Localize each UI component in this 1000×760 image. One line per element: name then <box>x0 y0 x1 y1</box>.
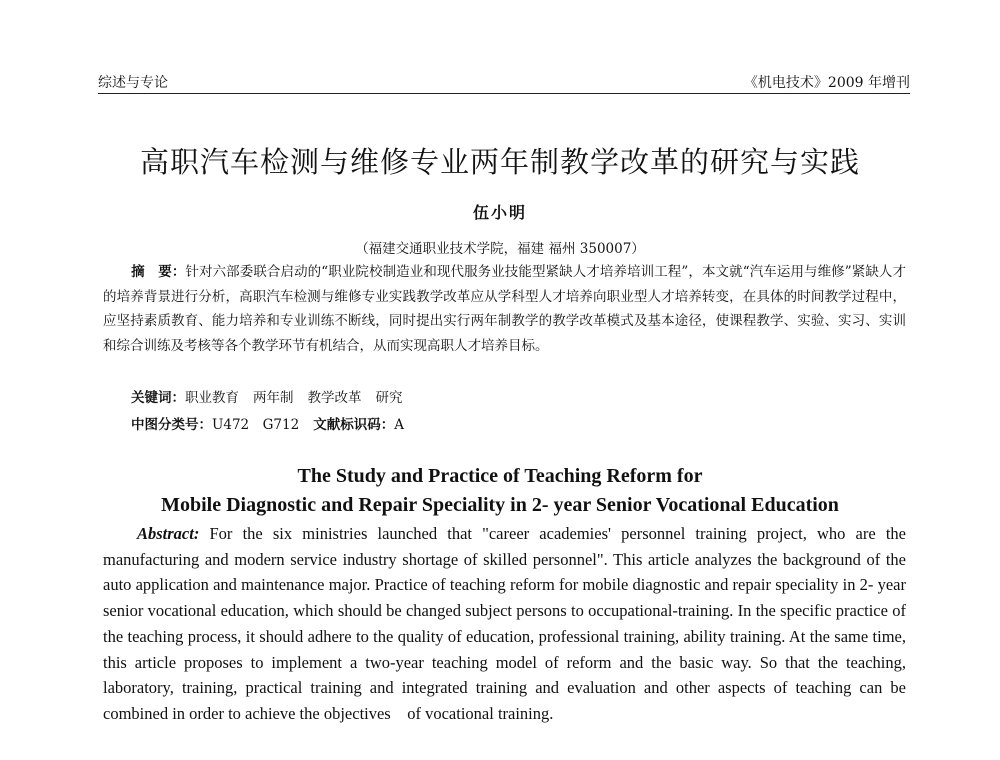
chinese-abstract <box>103 260 906 358</box>
chinese-abstract-text: 针对六部委联合启动的“职业院校制造业和现代服务业技能型紧缺人才培养培训工程”，本文就“汽车运用与维修”紧缺人才的培养背景进行分析，高职汽车检测与维修专业实践教学改革应从学科型人才培养向职业型人才培养转变，在具体的时间教学过程中，应坚持素质教育、能力培养和专业训练不断线，同时提出实行两年制教学的教学改革模式及基本途径，使课程教学、实验、实习、实训和综合训练及考核等各个教学环节有机结合，从而实现高职人才培养目标。 <box>103 264 907 354</box>
doc-code-value: A <box>394 417 404 433</box>
keyword: 职业教育 <box>185 390 239 406</box>
clc-label: 中图分类号： <box>131 417 212 433</box>
english-abstract-label: Abstract: <box>137 524 200 543</box>
keyword: 研究 <box>375 390 403 406</box>
running-header <box>98 68 910 94</box>
english-abstract-text: For the six ministries launched that "career academies' personnel training project, who are the manufacturing and modern service industry shortage of skilled personnel". This article analyzes the background of the auto application and maintenance major. Practice of teaching reform for mobile diagnostic and repair speciality in 2- year senior vocational education, which should be changed subject persons to occupational-training. In the specific practice of the teaching process, it should adhere to the quality of education, professional training, ability training. At the same time, this article proposes to implement a two-year teaching model of reform and the basic way. So that the teaching, laboratory, training, practical training and integrated training and evaluation and other aspects of teaching can be combined in order to achieve the objectives of vocational training. <box>103 524 907 723</box>
author-affiliation: （福建交通职业技术学院，福建 福州 350007） <box>355 241 645 257</box>
header-rule <box>98 93 910 94</box>
chinese-abstract-label: 摘 要： <box>131 264 186 280</box>
english-abstract <box>103 521 906 727</box>
clc-value: U472 G712 <box>212 417 300 433</box>
english-title-line2: Mobile Diagnostic and Repair Speciality in 2- year Senior Vocational Education <box>161 494 839 516</box>
author-name: 伍小明 <box>472 203 527 222</box>
keywords-label: 关键词： <box>131 390 185 406</box>
doc-code-label: 文献标识码： <box>313 417 395 433</box>
classification-line <box>131 413 906 433</box>
journal-label: 《机电技术》2009 年增刊 <box>743 75 910 91</box>
keyword: 教学改革 <box>307 390 362 406</box>
section-label: 综述与专论 <box>98 75 168 91</box>
keywords-line <box>131 386 906 406</box>
chinese-title: 高职汽车检测与维修专业两年制教学改革的研究与实践 <box>139 145 860 179</box>
english-title-line1: The Study and Practice of Teaching Reform for <box>297 465 703 487</box>
keyword: 两年制 <box>253 390 294 406</box>
